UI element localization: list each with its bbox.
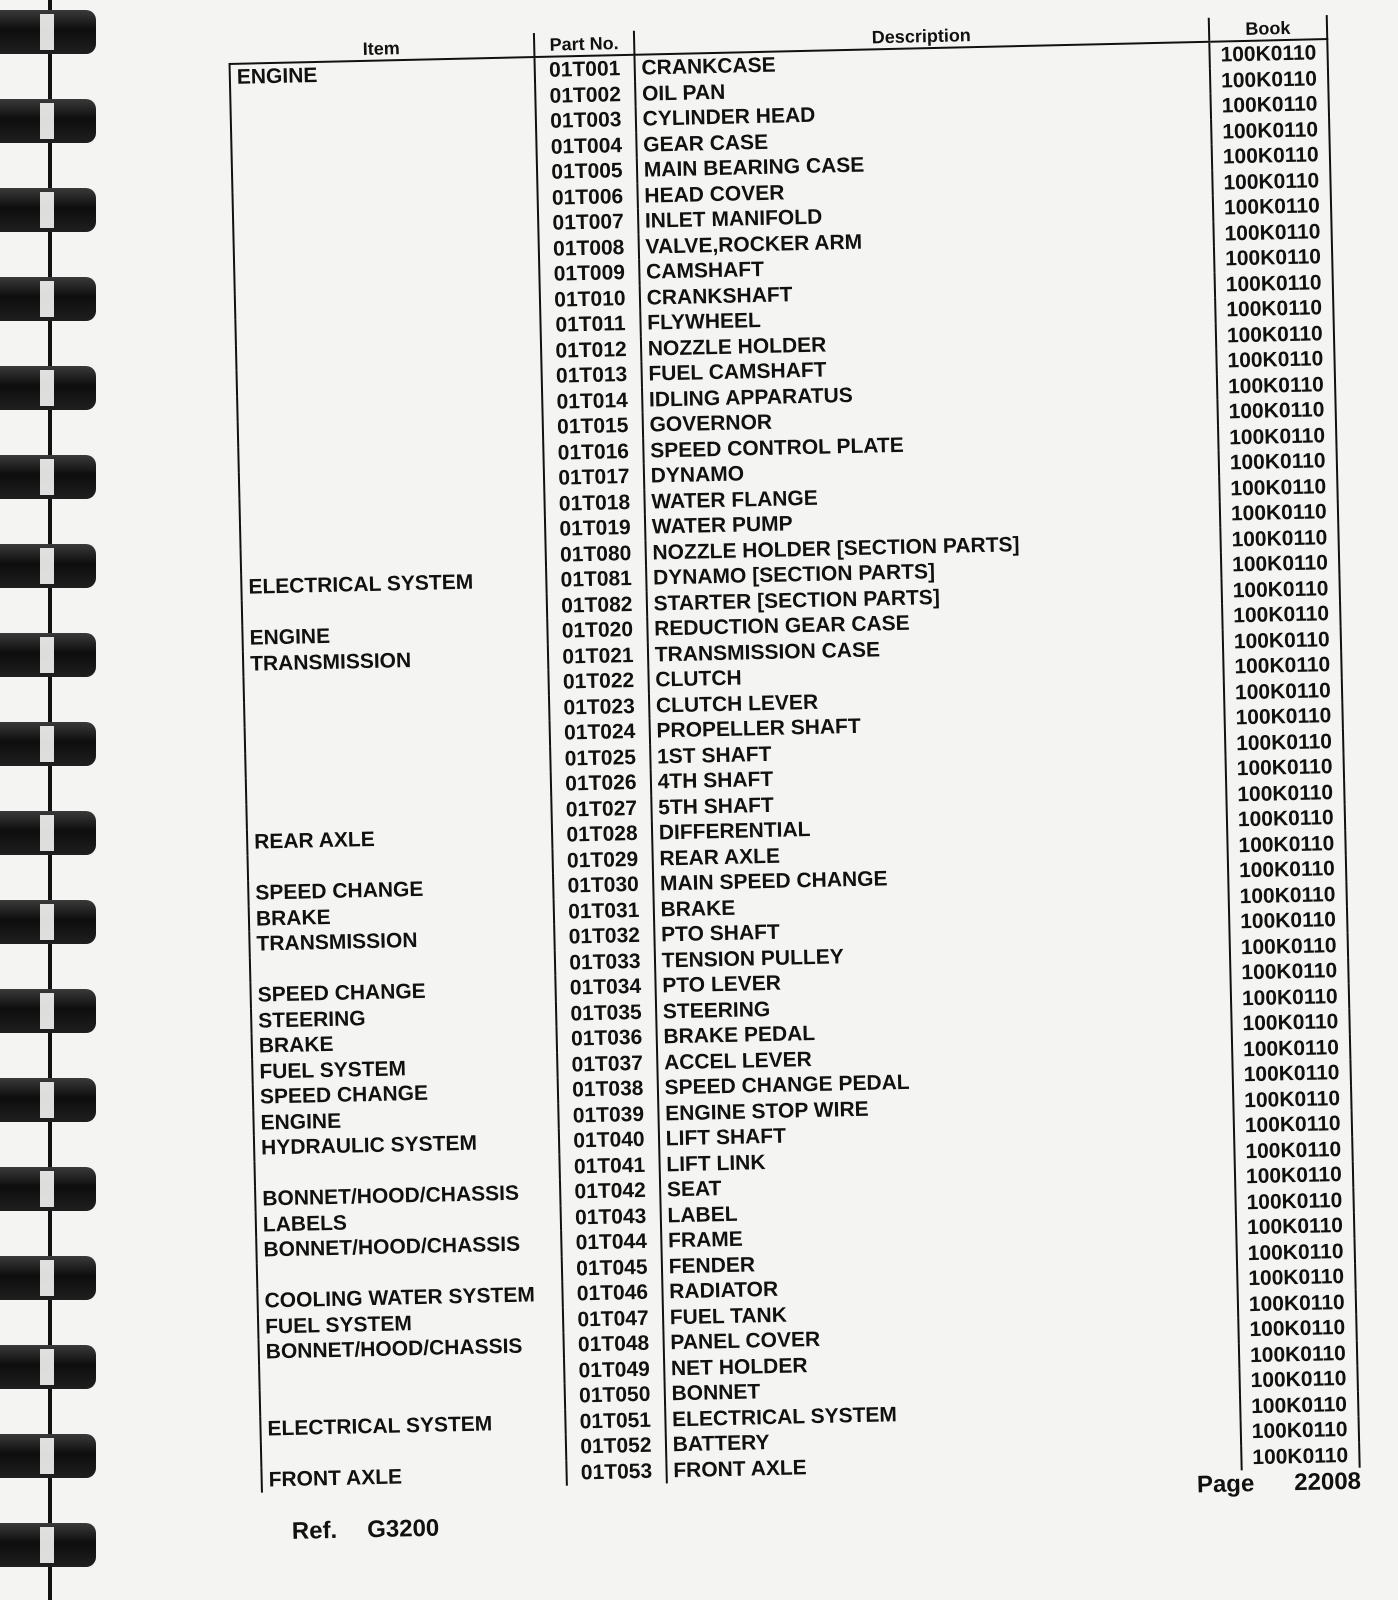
part-no-cell: 01T080 bbox=[546, 540, 646, 568]
book-cell: 100K0110 bbox=[1209, 39, 1328, 68]
item-cell: SPEED CHANGE bbox=[253, 1078, 559, 1110]
part-no-cell: 01T026 bbox=[551, 770, 651, 798]
item-cell: ENGINE bbox=[253, 1103, 559, 1135]
parts-index-page bbox=[228, 14, 1398, 1600]
part-no-cell: 01T022 bbox=[548, 668, 648, 696]
description-cell: WATER PUMP bbox=[645, 502, 1220, 541]
book-cell: 100K0110 bbox=[1217, 371, 1336, 399]
part-no-cell: 01T036 bbox=[557, 1025, 657, 1053]
part-no-cell: 01T052 bbox=[566, 1432, 666, 1460]
book-cell: 100K0110 bbox=[1232, 1060, 1351, 1088]
book-cell: 100K0110 bbox=[1218, 422, 1337, 450]
book-cell: 100K0110 bbox=[1218, 448, 1337, 476]
description-cell: VALVE,ROCKER ARM bbox=[638, 221, 1213, 260]
part-no-cell: 01T050 bbox=[565, 1381, 665, 1409]
spiral-binding bbox=[0, 0, 110, 1600]
part-no-cell: 01T029 bbox=[553, 846, 653, 874]
reference bbox=[292, 1515, 440, 1546]
book-cell: 100K0110 bbox=[1238, 1315, 1357, 1343]
part-no-cell: 01T008 bbox=[539, 234, 639, 262]
part-no-cell: 01T045 bbox=[562, 1254, 662, 1282]
book-cell: 100K0110 bbox=[1213, 219, 1332, 247]
description-cell: NOZZLE HOLDER bbox=[641, 323, 1216, 362]
description-cell: CLUTCH LEVER bbox=[649, 680, 1224, 719]
item-cell: REAR AXLE bbox=[247, 823, 553, 855]
part-no-cell: 01T001 bbox=[535, 55, 635, 84]
description-cell: INLET MANIFOLD bbox=[638, 196, 1213, 235]
book-cell: 100K0110 bbox=[1222, 626, 1341, 654]
part-no-cell: 01T047 bbox=[563, 1305, 663, 1333]
book-cell: 100K0110 bbox=[1227, 856, 1346, 884]
item-cell: BONNET/HOOD/CHASSIS bbox=[256, 1231, 562, 1263]
part-no-cell: 01T042 bbox=[560, 1177, 660, 1205]
book-cell: 100K0110 bbox=[1221, 575, 1340, 603]
description-cell: PTO LEVER bbox=[655, 961, 1230, 1000]
binding-ring bbox=[0, 1256, 96, 1300]
header-item: Item bbox=[229, 33, 535, 64]
header-part-no: Part No. bbox=[534, 31, 634, 57]
part-no-cell: 01T051 bbox=[565, 1407, 665, 1435]
description-cell: 1ST SHAFT bbox=[650, 731, 1225, 770]
binding-ring bbox=[0, 544, 96, 588]
description-cell: DYNAMO [SECTION PARTS] bbox=[646, 553, 1221, 592]
book-cell: 100K0110 bbox=[1232, 1034, 1351, 1062]
part-no-cell: 01T027 bbox=[551, 795, 651, 823]
book-cell: 100K0110 bbox=[1220, 524, 1339, 552]
book-cell: 100K0110 bbox=[1240, 1417, 1359, 1445]
binding-ring bbox=[0, 99, 96, 143]
book-cell: 100K0110 bbox=[1210, 66, 1329, 94]
book-cell: 100K0110 bbox=[1214, 244, 1333, 272]
part-no-cell: 01T044 bbox=[561, 1228, 661, 1256]
book-cell: 100K0110 bbox=[1230, 983, 1349, 1011]
description-cell: IDLING APPARATUS bbox=[642, 374, 1217, 413]
description-cell: FENDER bbox=[661, 1241, 1236, 1280]
part-no-cell: 01T024 bbox=[550, 719, 650, 747]
description-cell: DIFFERENTIAL bbox=[652, 808, 1227, 847]
part-no-cell: 01T039 bbox=[558, 1101, 658, 1129]
description-cell: STEERING bbox=[656, 986, 1231, 1025]
part-no-cell: 01T081 bbox=[546, 566, 646, 594]
book-cell: 100K0110 bbox=[1210, 91, 1329, 119]
description-cell: CAMSHAFT bbox=[639, 247, 1214, 286]
book-cell: 100K0110 bbox=[1222, 601, 1341, 629]
item-cell: BONNET/HOOD/CHASSIS bbox=[255, 1180, 561, 1212]
description-cell: 5TH SHAFT bbox=[651, 782, 1226, 821]
description-cell: FLYWHEEL bbox=[640, 298, 1215, 337]
parts-table-body bbox=[230, 39, 1360, 1493]
book-cell: 100K0110 bbox=[1226, 779, 1345, 807]
item-cell: BRAKE bbox=[249, 899, 555, 931]
part-no-cell: 01T031 bbox=[554, 897, 654, 925]
part-no-cell: 01T037 bbox=[557, 1050, 657, 1078]
part-no-cell: 01T014 bbox=[542, 387, 642, 415]
book-cell: 100K0110 bbox=[1211, 117, 1330, 145]
description-cell: REAR AXLE bbox=[652, 833, 1227, 872]
description-cell: SPEED CHANGE PEDAL bbox=[657, 1062, 1232, 1101]
book-cell: 100K0110 bbox=[1236, 1213, 1355, 1241]
ref-label: Ref. bbox=[291, 1516, 338, 1545]
book-cell: 100K0110 bbox=[1238, 1340, 1357, 1368]
item-cell: FRONT AXLE bbox=[261, 1460, 567, 1492]
part-no-cell: 01T015 bbox=[543, 413, 643, 441]
item-cell: HYDRAULIC SYSTEM bbox=[254, 1129, 560, 1161]
description-cell: PTO SHAFT bbox=[654, 910, 1229, 949]
description-cell: 4TH SHAFT bbox=[650, 757, 1225, 796]
book-cell: 100K0110 bbox=[1217, 397, 1336, 425]
description-cell: TENSION PULLEY bbox=[654, 935, 1229, 974]
item-cell: FUEL SYSTEM bbox=[252, 1052, 558, 1084]
description-cell: NET HOLDER bbox=[664, 1343, 1239, 1382]
binding-ring bbox=[0, 1523, 96, 1567]
part-no-cell: 01T025 bbox=[550, 744, 650, 772]
book-cell: 100K0110 bbox=[1229, 932, 1348, 960]
book-cell: 100K0110 bbox=[1225, 754, 1344, 782]
book-cell: 100K0110 bbox=[1227, 830, 1346, 858]
description-cell: REDUCTION GEAR CASE bbox=[647, 604, 1222, 643]
part-no-cell: 01T011 bbox=[540, 311, 640, 339]
description-cell: SPEED CONTROL PLATE bbox=[643, 425, 1218, 464]
part-no-cell: 01T017 bbox=[544, 464, 644, 492]
description-cell: ELECTRICAL SYSTEM bbox=[665, 1394, 1240, 1433]
book-cell: 100K0110 bbox=[1237, 1264, 1356, 1292]
description-cell: CRANKSHAFT bbox=[639, 272, 1214, 311]
part-no-cell: 01T010 bbox=[540, 285, 640, 313]
part-no-cell: 01T040 bbox=[559, 1127, 659, 1155]
binding-ring bbox=[0, 366, 96, 410]
binding-ring bbox=[0, 1078, 96, 1122]
part-no-cell: 01T006 bbox=[537, 183, 637, 211]
binding-ring bbox=[0, 455, 96, 499]
book-cell: 100K0110 bbox=[1235, 1187, 1354, 1215]
binding-ring bbox=[0, 1345, 96, 1389]
description-cell: ACCEL LEVER bbox=[657, 1037, 1232, 1076]
description-cell: TRANSMISSION CASE bbox=[648, 629, 1223, 668]
description-cell: LIFT SHAFT bbox=[658, 1113, 1233, 1152]
description-cell: OIL PAN bbox=[635, 68, 1210, 107]
description-cell: LIFT LINK bbox=[659, 1139, 1234, 1178]
book-cell: 100K0110 bbox=[1234, 1136, 1353, 1164]
book-cell: 100K0110 bbox=[1211, 142, 1330, 170]
book-cell: 100K0110 bbox=[1215, 295, 1334, 323]
description-cell: FRONT AXLE bbox=[666, 1445, 1241, 1484]
part-no-cell: 01T048 bbox=[564, 1330, 664, 1358]
part-no-cell: 01T049 bbox=[564, 1356, 664, 1384]
part-no-cell: 01T028 bbox=[552, 821, 652, 849]
part-no-cell: 01T032 bbox=[554, 923, 654, 951]
parts-table bbox=[228, 15, 1361, 1493]
description-cell: CYLINDER HEAD bbox=[635, 94, 1210, 133]
part-no-cell: 01T038 bbox=[558, 1076, 658, 1104]
item-cell: FUEL SYSTEM bbox=[258, 1307, 564, 1339]
part-no-cell: 01T019 bbox=[545, 515, 645, 543]
book-cell: 100K0110 bbox=[1228, 881, 1347, 909]
part-no-cell: 01T021 bbox=[548, 642, 648, 670]
binding-ring bbox=[0, 188, 96, 232]
part-no-cell: 01T043 bbox=[561, 1203, 661, 1231]
description-cell: CLUTCH bbox=[648, 655, 1223, 694]
item-cell: STEERING bbox=[251, 1001, 557, 1033]
book-cell: 100K0110 bbox=[1219, 473, 1338, 501]
binding-ring bbox=[0, 989, 96, 1033]
book-cell: 100K0110 bbox=[1216, 346, 1335, 374]
part-no-cell: 01T033 bbox=[555, 948, 655, 976]
book-cell: 100K0110 bbox=[1239, 1366, 1358, 1394]
part-no-cell: 01T005 bbox=[537, 158, 637, 186]
book-cell: 100K0110 bbox=[1221, 550, 1340, 578]
book-cell: 100K0110 bbox=[1219, 499, 1338, 527]
binding-ring bbox=[0, 722, 96, 766]
part-no-cell: 01T082 bbox=[547, 591, 647, 619]
part-no-cell: 01T007 bbox=[538, 209, 638, 237]
description-cell: ENGINE STOP WIRE bbox=[658, 1088, 1233, 1127]
page-value: 22008 bbox=[1293, 1467, 1362, 1497]
part-no-cell: 01T053 bbox=[566, 1458, 666, 1486]
description-cell: MAIN BEARING CASE bbox=[637, 145, 1212, 184]
book-cell: 100K0110 bbox=[1233, 1085, 1352, 1113]
part-no-cell: 01T020 bbox=[547, 617, 647, 645]
item-cell: ENGINE bbox=[242, 619, 548, 651]
part-no-cell: 01T009 bbox=[539, 260, 639, 288]
book-cell: 100K0110 bbox=[1224, 703, 1343, 731]
part-no-cell: 01T046 bbox=[562, 1279, 662, 1307]
book-cell: 100K0110 bbox=[1223, 677, 1342, 705]
page-number bbox=[1197, 1468, 1362, 1500]
description-cell: PROPELLER SHAFT bbox=[649, 706, 1224, 745]
book-cell: 100K0110 bbox=[1223, 652, 1342, 680]
part-no-cell: 01T023 bbox=[549, 693, 649, 721]
description-cell: STARTER [SECTION PARTS] bbox=[646, 578, 1221, 617]
item-cell: SPEED CHANGE bbox=[250, 976, 556, 1008]
binding-ring bbox=[0, 900, 96, 944]
binding-ring bbox=[0, 1434, 96, 1478]
book-cell: 100K0110 bbox=[1226, 805, 1345, 833]
item-cell: BRAKE bbox=[252, 1027, 558, 1059]
description-cell: BONNET bbox=[664, 1368, 1239, 1407]
item-cell: SPEED CHANGE bbox=[248, 874, 554, 906]
binding-ring bbox=[0, 633, 96, 677]
description-cell: FUEL TANK bbox=[663, 1292, 1238, 1331]
part-no-cell: 01T012 bbox=[541, 336, 641, 364]
description-cell: DYNAMO bbox=[643, 451, 1218, 490]
book-cell: 100K0110 bbox=[1234, 1162, 1353, 1190]
item-cell: BONNET/HOOD/CHASSIS bbox=[258, 1333, 564, 1365]
header-book: Book bbox=[1208, 15, 1327, 42]
page-label: Page bbox=[1196, 1470, 1255, 1499]
description-cell: WATER FLANGE bbox=[644, 476, 1219, 515]
header-description: Description bbox=[634, 18, 1209, 55]
book-cell: 100K0110 bbox=[1225, 728, 1344, 756]
binding-ring bbox=[0, 10, 96, 54]
part-no-cell: 01T003 bbox=[536, 107, 636, 135]
item-cell: LABELS bbox=[256, 1205, 562, 1237]
book-cell: 100K0110 bbox=[1241, 1442, 1360, 1470]
part-no-cell: 01T035 bbox=[556, 999, 656, 1027]
part-no-cell: 01T041 bbox=[559, 1152, 659, 1180]
part-no-cell: 01T030 bbox=[553, 872, 653, 900]
part-no-cell: 01T016 bbox=[543, 438, 643, 466]
description-cell: GOVERNOR bbox=[642, 400, 1217, 439]
binding-ring bbox=[0, 811, 96, 855]
description-cell: RADIATOR bbox=[662, 1266, 1237, 1305]
book-cell: 100K0110 bbox=[1231, 1009, 1350, 1037]
book-cell: 100K0110 bbox=[1230, 958, 1349, 986]
description-cell: PANEL COVER bbox=[663, 1317, 1238, 1356]
part-no-cell: 01T004 bbox=[536, 132, 636, 160]
description-cell: BRAKE PEDAL bbox=[656, 1011, 1231, 1050]
part-no-cell: 01T034 bbox=[555, 974, 655, 1002]
description-cell: FUEL CAMSHAFT bbox=[641, 349, 1216, 388]
description-cell: CRANKCASE bbox=[634, 42, 1209, 82]
book-cell: 100K0110 bbox=[1215, 320, 1334, 348]
description-cell: HEAD COVER bbox=[637, 170, 1212, 209]
part-no-cell: 01T002 bbox=[535, 81, 635, 109]
item-cell: COOLING WATER SYSTEM bbox=[257, 1282, 563, 1314]
description-cell: MAIN SPEED CHANGE bbox=[653, 859, 1228, 898]
item-cell: TRANSMISSION bbox=[243, 644, 549, 676]
book-cell: 100K0110 bbox=[1214, 270, 1333, 298]
book-cell: 100K0110 bbox=[1240, 1391, 1359, 1419]
binding-ring bbox=[0, 277, 96, 321]
book-cell: 100K0110 bbox=[1212, 168, 1331, 196]
part-no-cell: 01T018 bbox=[544, 489, 644, 517]
item-cell: ENGINE bbox=[230, 57, 536, 90]
ref-value: G3200 bbox=[366, 1514, 440, 1544]
description-cell: SEAT bbox=[660, 1164, 1235, 1203]
book-cell: 100K0110 bbox=[1237, 1289, 1356, 1317]
description-cell: BATTERY bbox=[665, 1419, 1240, 1458]
description-cell: FRAME bbox=[661, 1215, 1236, 1254]
book-cell: 100K0110 bbox=[1236, 1238, 1355, 1266]
item-cell: TRANSMISSION bbox=[249, 925, 555, 957]
binding-ring bbox=[0, 1167, 96, 1211]
description-cell: NOZZLE HOLDER [SECTION PARTS] bbox=[645, 527, 1220, 566]
description-cell: BRAKE bbox=[653, 884, 1228, 923]
description-cell: GEAR CASE bbox=[636, 119, 1211, 158]
book-cell: 100K0110 bbox=[1233, 1111, 1352, 1139]
book-cell: 100K0110 bbox=[1212, 193, 1331, 221]
book-cell: 100K0110 bbox=[1229, 907, 1348, 935]
part-no-cell: 01T013 bbox=[542, 362, 642, 390]
item-cell: ELECTRICAL SYSTEM bbox=[260, 1409, 566, 1441]
item-cell: ELECTRICAL SYSTEM bbox=[241, 568, 547, 600]
description-cell: LABEL bbox=[660, 1190, 1235, 1229]
